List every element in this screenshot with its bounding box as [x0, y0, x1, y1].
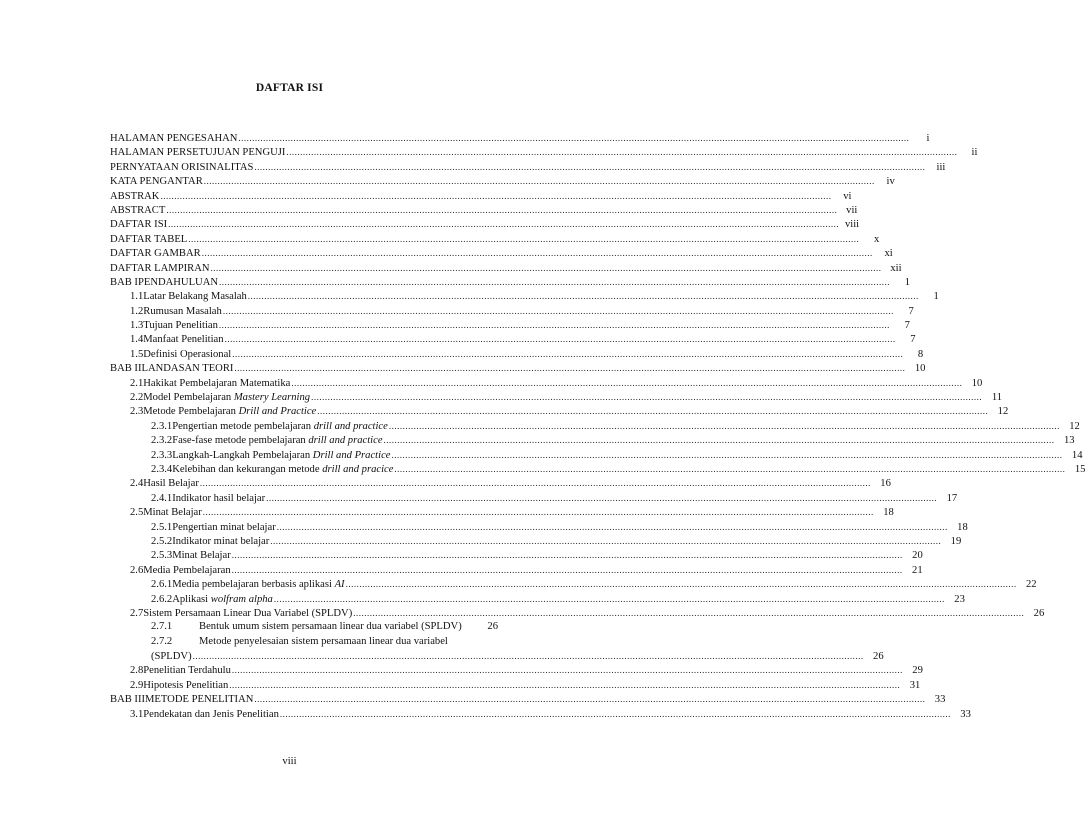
toc-entry — [110, 361, 926, 375]
toc-entry-label: Aplikasi wolfram alpha — [172, 593, 273, 605]
toc-entry-label-italic: wolfram alpha — [210, 593, 273, 605]
toc-entry-label-italic: Drill and Practice — [238, 406, 317, 418]
dot-leader — [166, 203, 837, 217]
toc-entry — [110, 376, 983, 390]
toc-entry-label: Sistem Persamaan Linear Dua Variabel (SPLDV) — [143, 607, 353, 619]
dot-leader — [193, 649, 864, 663]
toc-entry-label: DAFTAR TABEL — [110, 233, 188, 245]
toc-entry-label: Latar Belakang Masalah — [143, 291, 247, 303]
toc-entry-label: DAFTAR GAMBAR — [110, 248, 201, 260]
toc-entry — [110, 620, 498, 634]
dot-leader — [234, 361, 905, 375]
dot-leader — [274, 592, 945, 606]
table-of-contents — [110, 131, 1085, 721]
dot-leader — [160, 189, 831, 203]
toc-entry-label: Hakikat Pembelajaran Matematika — [143, 377, 291, 389]
toc-section-number: 2.3.3 — [151, 449, 173, 461]
toc-page-number: 26 — [487, 621, 498, 633]
toc-page-number: 29 — [912, 665, 923, 677]
toc-entry-label: Minat Belajar — [172, 550, 231, 562]
dot-leader — [277, 520, 948, 534]
toc-page-number: i — [926, 133, 930, 144]
toc-page-number: 18 — [957, 521, 968, 533]
toc-entry-label: KATA PENGANTAR — [110, 176, 203, 188]
toc-entry — [110, 577, 1037, 591]
toc-entry — [110, 275, 911, 289]
toc-page-number: 20 — [912, 550, 923, 562]
toc-entry — [110, 592, 965, 606]
toc-section-number: 2.1 — [130, 377, 144, 389]
toc-entry — [110, 606, 1045, 620]
toc-entry-label: Manfaat Penelitian — [143, 334, 224, 346]
toc-page-number: iii — [936, 161, 946, 173]
toc-page-number: 12 — [997, 406, 1009, 418]
dot-leader — [202, 246, 873, 260]
toc-entry-label-italic: drill and pracice — [322, 463, 394, 475]
toc-entry — [110, 318, 910, 332]
toc-entry-label-italic: drill and practice — [308, 435, 383, 447]
dot-leader — [200, 476, 871, 490]
toc-entry-label-italic: AI — [334, 579, 345, 591]
dot-leader — [384, 433, 1055, 447]
toc-section-number: 1.1 — [130, 291, 144, 303]
toc-section-number: 2.5.1 — [151, 521, 173, 533]
toc-entry — [110, 160, 946, 174]
toc-entry — [110, 505, 894, 519]
dot-leader — [225, 332, 896, 346]
toc-page-number: 33 — [934, 694, 946, 706]
toc-section-number: 2.7.1 — [151, 621, 173, 633]
dot-leader — [266, 491, 937, 505]
toc-entry-label: HALAMAN PERSETUJUAN PENGUJI — [110, 147, 286, 159]
toc-entry-label: Minat Belajar — [143, 507, 202, 519]
toc-entry — [110, 649, 884, 663]
toc-entry — [110, 520, 968, 534]
toc-entry — [110, 174, 895, 188]
toc-page-number: 14 — [1071, 449, 1083, 461]
toc-page-number: 11 — [991, 392, 1003, 404]
toc-page-number: 7 — [904, 320, 910, 332]
toc-page-number: 7 — [908, 305, 914, 317]
toc-section-number: 2.3.4 — [151, 463, 173, 475]
toc-entry-label: Indikator minat belajar — [172, 535, 270, 547]
dot-leader — [346, 577, 1017, 591]
toc-section-number: 2.4 — [130, 478, 144, 490]
toc-page-number: ii — [971, 147, 978, 159]
dot-leader — [254, 160, 925, 174]
toc-entry-label: Media pembelajaran berbasis aplikasi AI — [172, 579, 345, 591]
toc-section-number: 1.5 — [130, 348, 144, 360]
toc-entry-label: Model Pembelajaran Mastery Learning — [143, 392, 311, 404]
toc-entry — [110, 217, 860, 231]
toc-entry-label: PERNYATAAN ORISINALITAS — [110, 161, 254, 173]
dot-leader — [168, 217, 839, 231]
toc-entry-label: DAFTAR LAMPIRAN — [110, 262, 210, 274]
toc-page-number: 31 — [909, 679, 921, 691]
toc-section-number: 3.1 — [130, 708, 144, 720]
toc-section-number: 2.4.1 — [151, 492, 173, 504]
toc-entry-label: Langkah-Langkah Pembelajaran Drill and Practice — [172, 449, 391, 461]
toc-entry — [110, 390, 1003, 404]
toc-entry — [110, 678, 921, 692]
toc-entry-label: Pendekatan dan Jenis Penelitian — [143, 708, 279, 720]
toc-page-number: 12 — [1069, 420, 1080, 432]
toc-page-number: xii — [890, 262, 902, 274]
toc-entry-label: Penelitian Terdahulu — [143, 665, 231, 677]
toc-entry — [110, 534, 962, 548]
dot-leader — [353, 606, 1024, 620]
toc-entry-label: DAFTAR ISI — [110, 219, 168, 231]
toc-chapter-number: BAB II — [110, 363, 142, 375]
toc-entry — [110, 692, 946, 706]
toc-section-number: 1.2 — [130, 305, 144, 317]
toc-entry — [110, 663, 923, 677]
toc-page-number: 13 — [1063, 435, 1075, 447]
toc-entry — [110, 548, 923, 562]
toc-page-number: vii — [846, 204, 858, 216]
toc-page-number: x — [873, 233, 880, 245]
toc-entry-label: ABSTRAK — [110, 190, 160, 202]
toc-entry-label: ABSTRACT — [110, 204, 166, 216]
toc-chapter-number: BAB I — [110, 276, 138, 288]
toc-page-number: 1 — [904, 276, 911, 288]
toc-entry-label: Tujuan Penelitian — [143, 320, 218, 332]
toc-entry — [110, 246, 893, 260]
dot-leader — [238, 131, 909, 145]
toc-page-number: 26 — [1033, 607, 1045, 619]
dot-leader — [232, 548, 903, 562]
toc-entry-label: METODE PENELITIAN — [145, 694, 254, 706]
toc-entry-label: Bentuk umum sistem persamaan linear dua variabel (SPLDV) — [199, 621, 462, 633]
toc-entry-label: Metode Pembelajaran Drill and Practice — [143, 406, 317, 418]
toc-entry-label: (SPLDV) — [151, 651, 192, 663]
dot-leader — [203, 505, 874, 519]
toc-section-number: 2.6 — [130, 564, 144, 576]
dot-leader — [248, 289, 919, 303]
toc-section-number: 1.3 — [130, 320, 144, 332]
toc-section-number: 2.3.1 — [151, 420, 173, 432]
toc-page-number: vi — [843, 190, 852, 202]
toc-entry — [110, 289, 939, 303]
toc-page-number: 16 — [880, 478, 891, 490]
toc-entry-label: HALAMAN PENGESAHAN — [110, 133, 238, 144]
toc-entry — [110, 261, 902, 275]
dot-leader — [280, 707, 951, 721]
toc-entry — [110, 476, 891, 490]
dot-leader — [311, 390, 982, 404]
toc-page-number: 7 — [910, 334, 916, 346]
toc-entry — [110, 145, 978, 159]
toc-section-number: 2.2 — [130, 392, 144, 404]
dot-leader — [254, 692, 925, 706]
dot-leader — [204, 174, 875, 188]
toc-entry-label-italic: Drill and Practice — [312, 449, 391, 461]
toc-entry-label-italic: drill and practice — [313, 420, 388, 432]
toc-entry — [110, 347, 924, 361]
dot-leader — [291, 376, 962, 390]
toc-entry-label: Fase-fase metode pembelajaran drill and practice — [172, 435, 383, 447]
toc-page-number: 10 — [971, 377, 983, 389]
toc-section-number: 2.6.1 — [151, 579, 173, 591]
toc-entry-label: Hasil Belajar — [143, 478, 199, 490]
dot-leader — [389, 419, 1060, 433]
toc-section-number: 2.3.2 — [151, 435, 173, 447]
toc-page-number: 17 — [946, 492, 958, 504]
toc-page-number: 15 — [1074, 463, 1085, 475]
toc-entry — [110, 203, 858, 217]
toc-entry — [110, 707, 971, 721]
toc-section-number: 2.3 — [130, 406, 144, 418]
toc-entry — [110, 189, 852, 203]
toc-entry-label: Metode penyelesaian sistem persamaan linear dua variabel — [199, 635, 448, 647]
toc-page-number: 19 — [950, 535, 962, 547]
dot-leader — [211, 261, 882, 275]
toc-page-number: viii — [845, 219, 860, 231]
toc-section-number: 2.9 — [130, 679, 144, 691]
toc-section-number: 2.6.2 — [151, 593, 173, 605]
toc-section-number: 2.8 — [130, 665, 144, 677]
toc-entry-label: PENDAHULUAN — [137, 276, 219, 288]
toc-page-number: xi — [884, 248, 893, 260]
toc-entry — [110, 131, 930, 145]
toc-section-number: 2.5.3 — [151, 550, 173, 562]
toc-entry-label: Pengertian metode pembelajaran drill and practice — [172, 420, 388, 432]
dot-leader — [232, 563, 903, 577]
page-number: viii — [282, 756, 297, 767]
toc-page-number: 33 — [960, 708, 971, 720]
toc-page-number: 10 — [914, 363, 926, 375]
dot-leader — [232, 347, 903, 361]
toc-page-number: 22 — [1025, 579, 1037, 591]
toc-entry-label: Hipotesis Penelitian — [143, 679, 229, 691]
toc-section-number: 2.5.2 — [151, 535, 173, 547]
dot-leader — [391, 448, 1062, 462]
toc-entry — [110, 433, 1075, 447]
toc-page-number: 8 — [917, 348, 924, 360]
toc-page-number: 23 — [954, 593, 965, 605]
toc-entry — [110, 462, 1085, 476]
dot-leader — [229, 678, 900, 692]
toc-entry — [110, 448, 1083, 462]
toc-section-number: 2.7.2 — [151, 635, 173, 647]
toc-entry-label: Kelebihan dan kekurangan metode drill and pracice — [172, 463, 394, 475]
toc-entry-label-italic: Mastery Learning — [233, 392, 311, 404]
toc-entry-label: Rumusan Masalah — [143, 305, 222, 317]
toc-page-number: 21 — [912, 564, 923, 576]
toc-entry-label: LANDASAN TEORI — [141, 363, 234, 375]
dot-leader — [232, 663, 903, 677]
dot-leader — [219, 318, 890, 332]
page-title: DAFTAR ISI — [255, 82, 324, 94]
toc-entry — [110, 304, 914, 318]
toc-entry — [110, 232, 880, 246]
toc-page-number: iv — [886, 176, 895, 188]
dot-leader — [317, 404, 988, 418]
toc-entry — [110, 332, 916, 346]
toc-entry — [110, 635, 498, 649]
dot-leader — [394, 462, 1065, 476]
toc-section-number: 1.4 — [130, 334, 144, 346]
toc-entry — [110, 419, 1080, 433]
toc-page-number: 18 — [883, 507, 894, 519]
dot-leader — [270, 534, 941, 548]
toc-entry-label: Pengertian minat belajar — [172, 521, 276, 533]
dot-leader — [223, 304, 894, 318]
toc-chapter-number: BAB III — [110, 694, 146, 706]
toc-entry — [110, 563, 923, 577]
toc-page-number: 1 — [933, 291, 939, 303]
toc-entry-label: Media Pembelajaran — [143, 564, 231, 576]
toc-page-number: 26 — [873, 651, 884, 663]
dot-leader — [219, 275, 890, 289]
toc-entry-label: Indikator hasil belajar — [172, 492, 266, 504]
toc-entry — [110, 491, 958, 505]
toc-entry — [110, 404, 1009, 418]
dot-leader — [188, 232, 859, 246]
toc-section-number: 2.5 — [130, 507, 144, 519]
dot-leader — [286, 145, 957, 159]
toc-section-number: 2.7 — [130, 607, 144, 619]
toc-entry-label: Definisi Operasional — [143, 348, 232, 360]
